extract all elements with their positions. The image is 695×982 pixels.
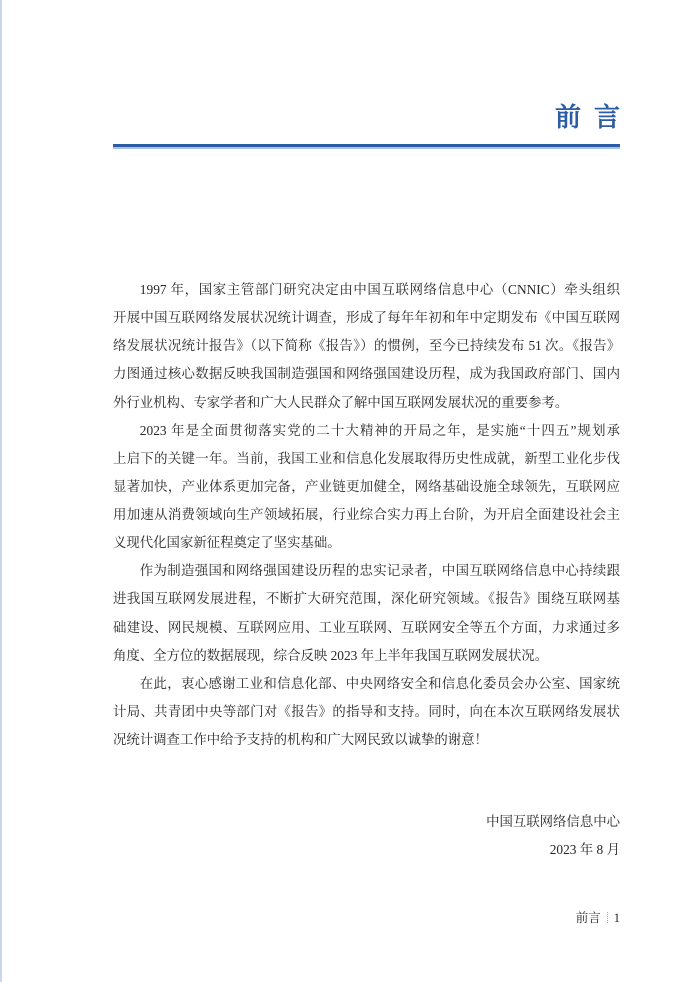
page-edge-line (0, 0, 2, 982)
signature-organization: 中国互联网络信息中心 (486, 814, 620, 829)
title-underline-light (113, 147, 620, 149)
text-line: 外行业机构、专家学者和广大人民群众了解中国互联网发展状况的重要参考。 (113, 394, 569, 410)
page-title: 前言 (554, 102, 633, 132)
text-line: 力图通过核心数据反映我国制造强国和网络强国建设历程，成为我国政府部门、国内 (113, 366, 620, 382)
text-line: 用加速从消费领域向生产领域拓展，行业综合实力再上台阶，为开启全面建设社会主 (113, 507, 620, 522)
paragraph-4 (113, 670, 620, 754)
paragraph-2 (113, 417, 620, 558)
text-line: 1997 年，国家主管部门研究决定由中国互联网络信息中心（CNNIC）牵头组织 (139, 282, 620, 297)
text-line: 进我国互联网发展进程，不断扩大研究范围，深化研究领域。《报告》围绕互联网基 (113, 591, 620, 607)
text-line: 络发展状况统计报告》（以下简称《报告》）的惯例，至今已持续发布 51 次。《报告》 (113, 338, 620, 354)
text-line: 在此，衷心感谢工业和信息化部、中央网络安全和信息化委员会办公室、国家统 (139, 675, 620, 691)
signature-date: 2023 年 8 月 (549, 842, 620, 857)
footer-separator (607, 912, 608, 923)
text-line: 角度、全方位的数据展现，综合反映 2023 年上半年我国互联网发展状况。 (113, 647, 549, 663)
text-line: 计局、共青团中央等部门对《报告》的指导和支持。同时，向在本次互联网络发展状 (113, 703, 620, 719)
text-line: 况统计调查工作中给予支持的机构和广大网民致以诚挚的谢意！ (113, 732, 488, 747)
text-line: 上启下的关键一年。当前，我国工业和信息化发展取得历史性成就，新型工业化步伐 (113, 450, 620, 466)
paragraph-1 (113, 276, 620, 417)
text-line: 作为制造强国和网络强国建设历程的忠实记录者，中国互联网络信息中心持续跟 (139, 563, 620, 579)
text-line: 开展中国互联网络发展状况统计调查，形成了每年年初和年中定期发布《中国互联网 (113, 310, 620, 326)
footer-section-label: 前言 (575, 911, 601, 925)
text-line: 义现代化国家新征程奠定了坚实基础。 (113, 535, 341, 551)
page-number: 1 (613, 911, 620, 925)
preface-body (113, 276, 620, 754)
page-footer (576, 909, 620, 927)
title-underline (113, 144, 620, 150)
text-line: 础建设、网民规模、互联网应用、工业互联网、互联网安全等五个方面，力求通过多 (113, 619, 620, 635)
signature-block (486, 808, 620, 864)
text-line: 2023 年是全面贯彻落实党的二十大精神的开局之年，是实施“十四五”规划承 (139, 422, 620, 438)
paragraph-3 (113, 557, 620, 670)
text-line: 显著加快，产业体系更加完备，产业链更加健全，网络基础设施全球领先，互联网应 (113, 478, 620, 494)
